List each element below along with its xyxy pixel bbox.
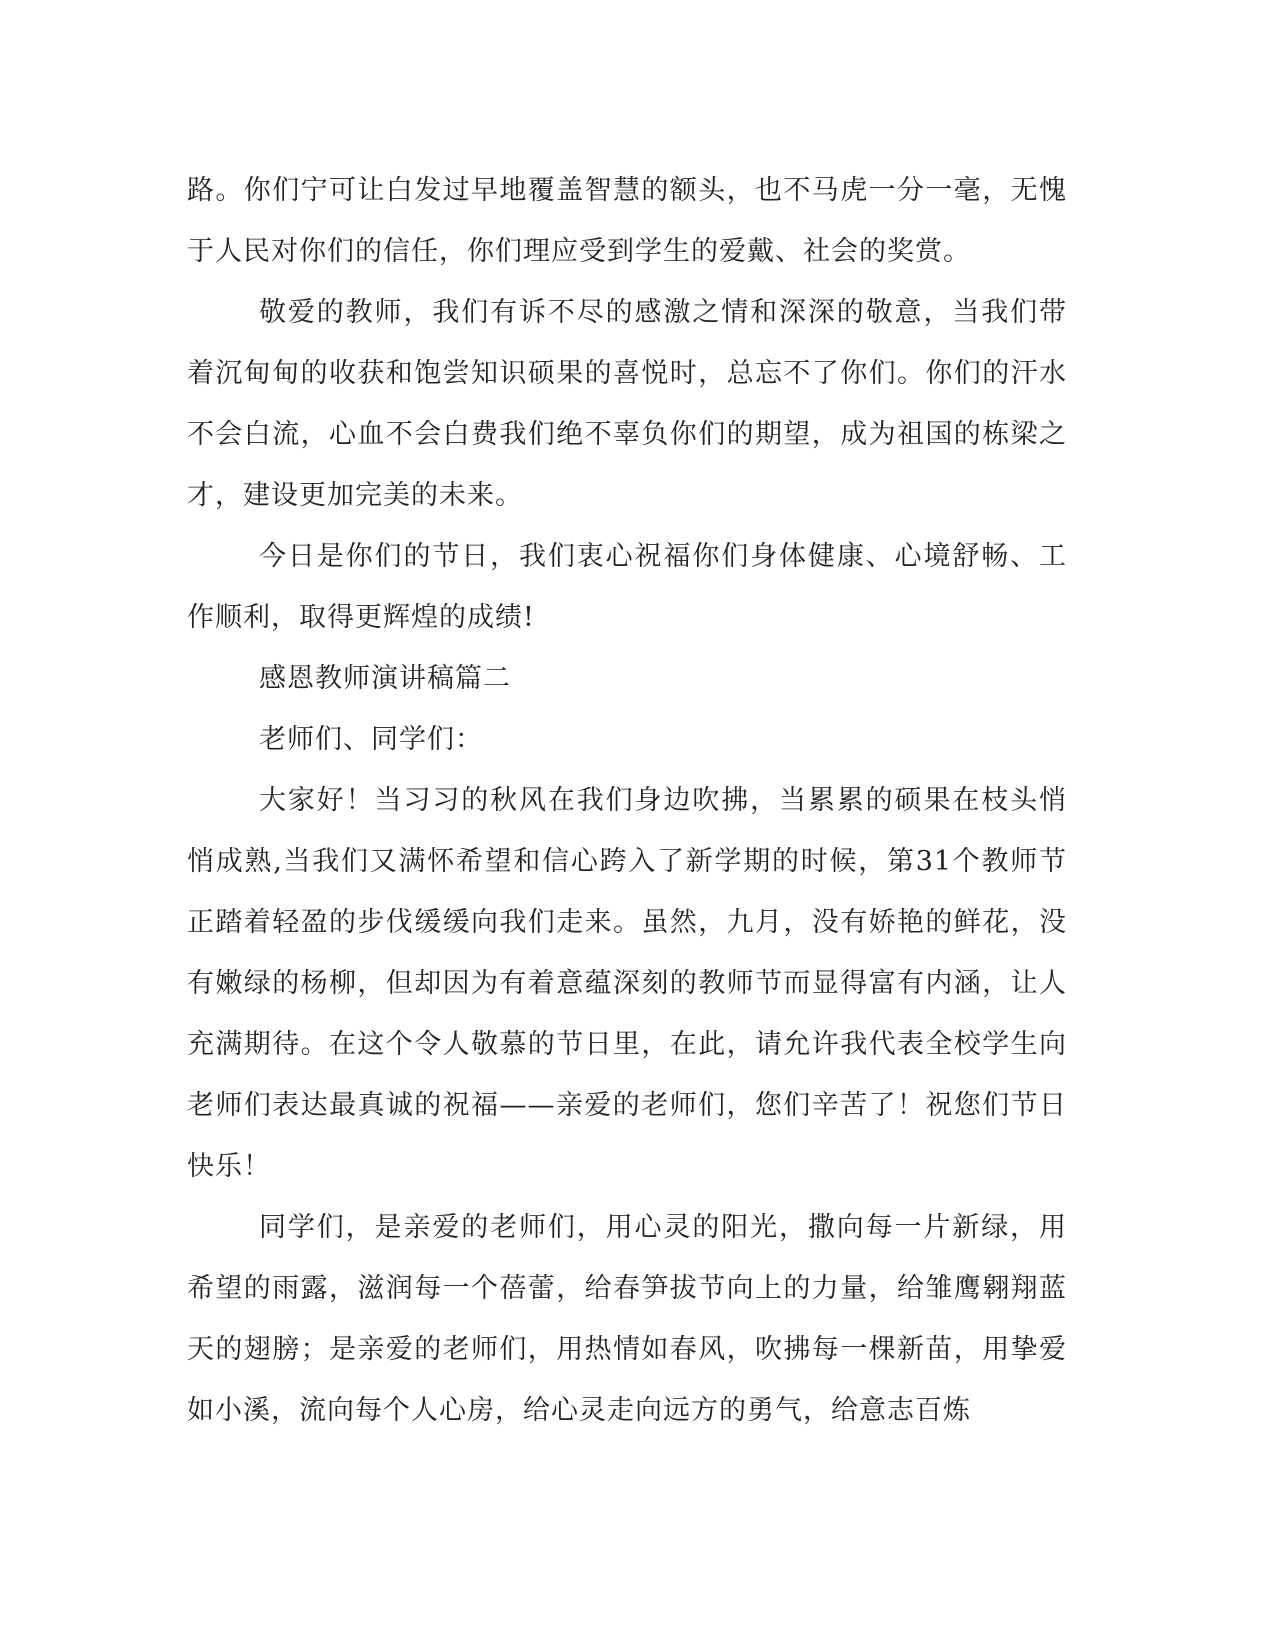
salutation: 老师们、同学们：: [259, 724, 483, 755]
section-heading: 感恩教师演讲稿篇二: [259, 663, 511, 694]
paragraph-teachers: 同学们，是亲爱的老师们，用心灵的阳光，撒向每一片新绿，用希望的雨露，滋润每一个蓓蕾，给春笋拔节向上的力量，给雏鹰翱翔蓝天的翅膀；是亲爱的老师们，用热情如春风，吹拂每一棵新苗，用挚爱如小溪，流向每个人心房，给心灵走向远方的勇气，给意志百炼: [187, 1212, 1067, 1426]
paragraph-continuation: 路。你们宁可让白发过早地覆盖智慧的额头，也不马虎一分一毫，无愧于人民对你们的信任，你们理应受到学生的爱戴、社会的奖赏。: [187, 175, 1067, 267]
paragraph-blessing: 今日是你们的节日，我们衷心祝福你们身体健康、心境舒畅、工作顺利，取得更辉煌的成绩!: [187, 541, 1067, 633]
document-body: [187, 160, 1067, 1441]
paragraph-greeting: 大家好！当习习的秋风在我们身边吹拂，当累累的硕果在枝头悄悄成熟,当我们又满怀希望和信心跨入了新学期的时候，第31个教师节正踏着轻盈的步伐缓缓向我们走来。虽然，九月，没有娇艳的鲜花，没有嫩绿的杨柳，但却因为有着意蕴深刻的教师节而显得富有内涵，让人充满期待。在这个令人敬慕的节日里，在此，请允许我代表全校学生向老师们表达最真诚的祝福——亲爱的老师们，您们辛苦了！祝您们节日快乐！: [187, 785, 1067, 1182]
paragraph-gratitude: 敬爱的教师，我们有诉不尽的感激之情和深深的敬意，当我们带着沉甸甸的收获和饱尝知识硕果的喜悦时，总忘不了你们。你们的汗水不会白流，心血不会白费我们绝不辜负你们的期望，成为祖国的栋梁之才，建设更加完美的未来。: [187, 297, 1067, 511]
